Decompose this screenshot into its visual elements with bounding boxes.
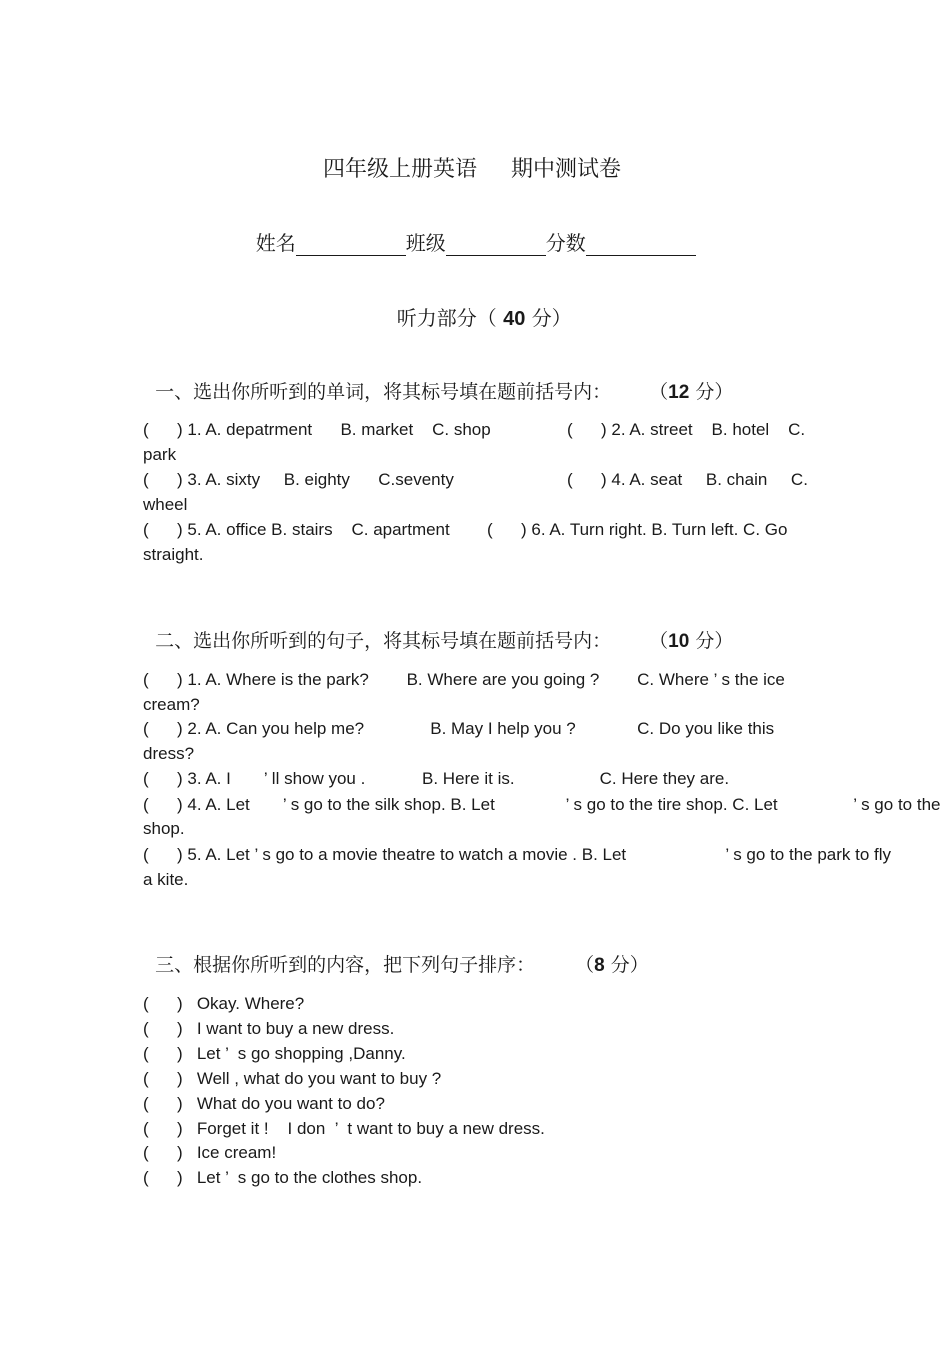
section-1-text: 一、选出你所听到的单词，将其标号填在题前括号内： [155,381,612,403]
p3-item-6: ( ) Forget it ! I don ’ t want to buy a new dress. [143,1119,545,1138]
section-3-pts-post: 分） [610,954,649,976]
p3-item-5: ( ) What do you want to do? [143,1094,385,1113]
p2-q4-cont: shop. [143,819,185,838]
p2-q5-cont: a kite. [143,870,189,889]
p3-item-7: ( ) Ice cream! [143,1143,277,1162]
title-right: 期中测试卷 [511,157,622,182]
section-3-text: 三、根据你所听到的内容，把下列句子排序： [155,954,536,976]
section-3-points: 8 [594,955,605,976]
listening-pre: 听力部分（ [396,306,497,330]
student-info-row [243,203,696,256]
p1-q4-cont: wheel [143,495,188,514]
p2-q1-cont: cream? [143,695,200,714]
p1-q2-cont: park [143,445,177,464]
section-1-pts-post: 分） [695,381,734,403]
p2-q4: ( ) 4. A. Let ’ s go to the silk shop. B. Let ’ s go to the tire shop. C. Let ’ s go to the [143,795,941,814]
p1-q1: ( ) 1. A. depatrment B. market C. shop [143,420,491,439]
p2-q5: ( ) 5. A. Let ’ s go to a movie theatre to watch a movie . B. Let ’ s go to the park to fly [143,845,892,864]
class-field[interactable] [446,235,546,256]
p3-item-4: ( ) Well , what do you want to buy ? [143,1069,442,1088]
p1-q2: ( ) 2. A. street B. hotel C. [567,420,806,439]
section-2-text: 二、选出你所听到的句子，将其标号填在题前括号内： [155,630,612,652]
p1-q4: ( ) 4. A. seat B. chain C. [567,470,808,489]
section-3-pts-pre: （ [575,954,595,976]
p2-q1: ( ) 1. A. Where is the park? B. Where are you going ? C. Where ’ s the ice [143,670,785,689]
listening-points: 40 [503,308,526,330]
section-1-points: 12 [668,382,690,403]
title-left: 四年级上册英语 [323,157,478,182]
name-field[interactable] [296,235,406,256]
p3-item-1: ( ) Okay. Where? [143,994,305,1013]
p1-q3: ( ) 3. A. sixty B. eighty C.seventy [143,470,454,489]
p3-item-3: ( ) Let ’ s go shopping ,Danny. [143,1044,406,1063]
section-2-points: 10 [668,631,690,652]
section-1-heading [143,355,733,404]
p1-q5: ( ) 5. A. office B. stairs C. apartment [143,520,450,539]
section-3-heading [143,928,649,977]
section-2-pts-post: 分） [695,630,734,652]
p3-item-8: ( ) Let ’ s go to the clothes shop. [143,1168,423,1187]
p1-q6: ( ) 6. A. Turn right. B. Turn left. C. Go [487,520,788,539]
p2-q2: ( ) 2. A. Can you help me? B. May I help you ? C. Do you like this [143,719,775,738]
listening-post: 分） [531,306,572,330]
p2-q3: ( ) 3. A. I ’ ll show you . B. Here it is. C. Here they are. [143,769,730,788]
score-label: 分数 [545,231,586,255]
class-label: 班级 [405,231,446,255]
section-2-heading [143,604,733,653]
section-2-pts-pre: （ [649,630,669,652]
p3-item-2: ( ) I want to buy a new dress. [143,1019,395,1038]
score-field[interactable] [586,235,696,256]
p2-q2-cont: dress? [143,744,195,763]
section-1-pts-pre: （ [649,381,669,403]
listening-heading [384,278,572,331]
name-label: 姓名 [255,231,296,255]
p1-q6-cont: straight. [143,545,204,564]
page-title [309,127,621,183]
